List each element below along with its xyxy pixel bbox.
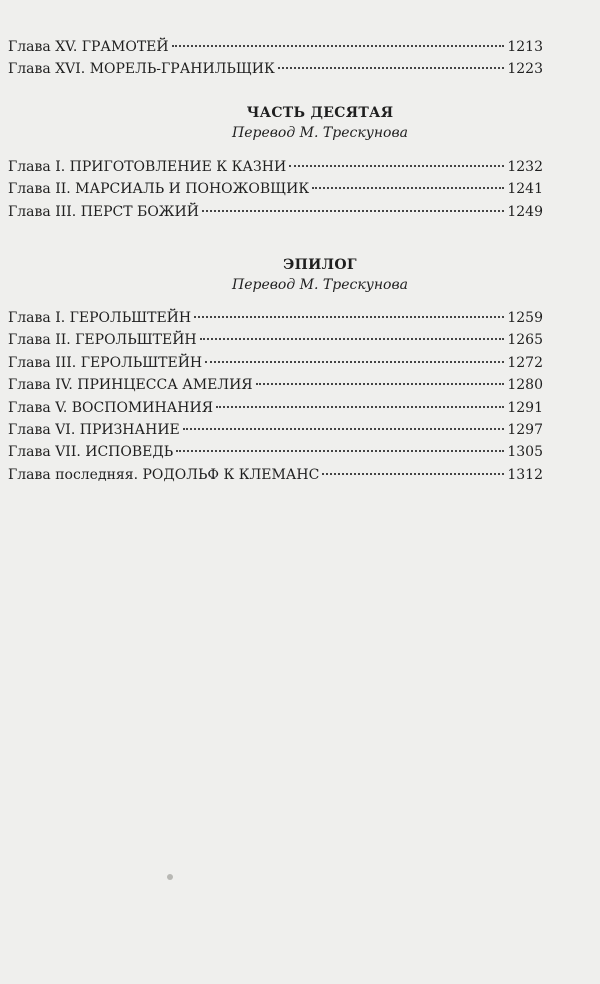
entry-page-number: 1213 bbox=[507, 39, 543, 55]
entry-label: Глава II. ГЕРОЛЬШТЕЙН bbox=[8, 332, 197, 349]
dot-leader bbox=[322, 473, 504, 475]
entry-label: Глава IV. ПРИНЦЕССА АМЕЛИЯ bbox=[8, 377, 253, 394]
entry-label: Глава VI. ПРИЗНАНИЕ bbox=[8, 421, 180, 438]
toc-part-ten bbox=[0, 104, 600, 223]
dot-leader bbox=[200, 338, 505, 340]
entry-page-number: 1241 bbox=[507, 181, 543, 198]
entry-page-number: 1312 bbox=[507, 466, 543, 483]
toc-entry bbox=[8, 464, 543, 486]
entry-page-number: 1291 bbox=[507, 399, 543, 416]
toc-entry bbox=[8, 397, 543, 419]
toc-entry bbox=[8, 201, 543, 223]
toc-entry bbox=[8, 307, 543, 329]
entry-page-number: 1265 bbox=[507, 332, 543, 349]
toc-part-ten-list bbox=[0, 156, 600, 223]
toc-entry bbox=[8, 374, 543, 396]
section-translator: Перевод М. Трескунова bbox=[232, 125, 408, 141]
toc-entry bbox=[8, 178, 543, 200]
dot-leader bbox=[216, 406, 504, 408]
entry-page-number: 1223 bbox=[507, 61, 543, 78]
section-title: ЭПИЛОГ bbox=[283, 257, 357, 273]
toc-entry bbox=[8, 419, 543, 441]
entry-page-number: 1272 bbox=[507, 354, 543, 371]
entry-label: Глава VII. ИСПОВЕДЬ bbox=[8, 444, 174, 461]
entry-label: Глава III. ГЕРОЛЬШТЕЙН bbox=[8, 354, 203, 371]
entry-page-number: 1249 bbox=[507, 203, 543, 220]
toc-epilogue-list bbox=[0, 307, 600, 486]
entry-label: Глава II. МАРСИАЛЬ И ПОНОЖОВЩИК bbox=[8, 181, 310, 198]
paper-speck bbox=[167, 874, 173, 880]
entry-label: Глава I. ПРИГОТОВЛЕНИЕ К КАЗНИ bbox=[8, 159, 287, 175]
entry-label: Глава последняя. РОДОЛЬФ К КЛЕМАНС bbox=[8, 466, 320, 483]
entry-page-number: 1305 bbox=[507, 444, 543, 461]
toc-top-list bbox=[0, 36, 600, 81]
dot-leader bbox=[312, 187, 504, 189]
entry-page-number: 1297 bbox=[507, 421, 543, 438]
entry-label: Глава XVI. МОРЕЛЬ-ГРАНИЛЬЩИК bbox=[8, 61, 275, 78]
entry-label: Глава I. ГЕРОЛЬШТЕЙН bbox=[8, 310, 192, 326]
entry-label: Глава III. ПЕРСТ БОЖИЙ bbox=[8, 203, 199, 220]
entry-page-number: 1280 bbox=[507, 377, 543, 394]
entry-page-number: 1232 bbox=[507, 159, 543, 175]
dot-leader bbox=[194, 316, 504, 318]
toc-entry bbox=[8, 58, 543, 80]
dot-leader bbox=[202, 210, 504, 212]
entry-label: Глава XV. ГРАМОТЕЙ bbox=[8, 39, 169, 55]
toc-top-group bbox=[0, 36, 600, 81]
dot-leader bbox=[172, 45, 505, 47]
toc-entry bbox=[8, 329, 543, 351]
dot-leader bbox=[176, 450, 504, 452]
toc-entry bbox=[8, 156, 543, 178]
entry-page-number: 1259 bbox=[507, 310, 543, 326]
toc-entry bbox=[8, 352, 543, 374]
toc-entry bbox=[8, 36, 543, 58]
dot-leader bbox=[256, 383, 505, 385]
entry-label: Глава V. ВОСПОМИНАНИЯ bbox=[8, 399, 214, 416]
dot-leader bbox=[289, 165, 504, 167]
section-title: ЧАСТЬ ДЕСЯТАЯ bbox=[246, 105, 394, 121]
section-translator: Перевод М. Трескунова bbox=[232, 277, 408, 293]
dot-leader bbox=[205, 361, 504, 363]
dot-leader bbox=[183, 428, 505, 430]
toc-epilogue bbox=[0, 256, 600, 486]
toc-entry bbox=[8, 441, 543, 463]
dot-leader bbox=[278, 67, 505, 69]
